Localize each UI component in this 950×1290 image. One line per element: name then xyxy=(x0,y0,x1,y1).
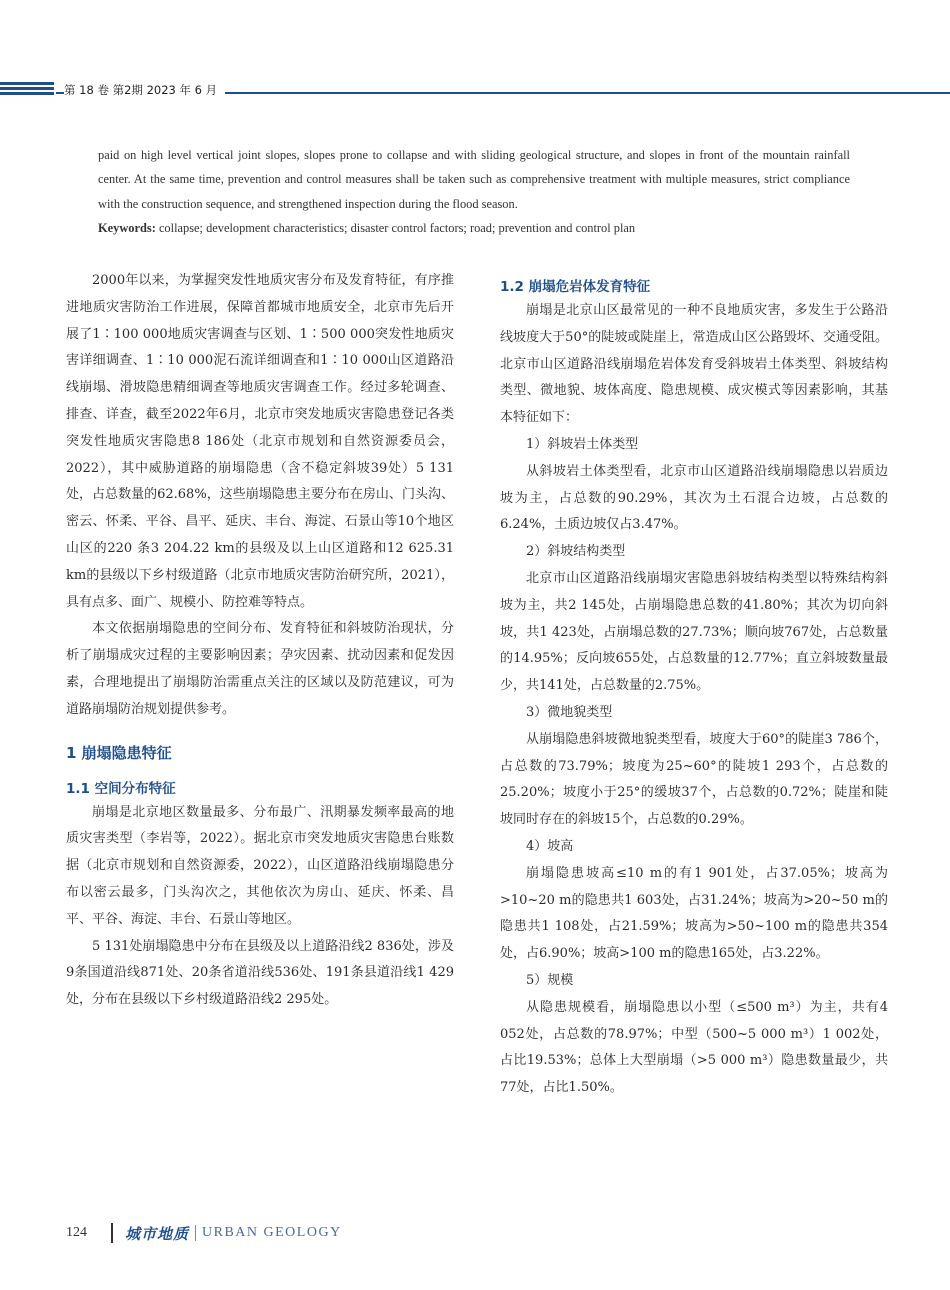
item-1-text: 从斜坡岩土体类型看，北京市山区道路沿线崩塌隐患以岩质边坡为主，占总数的90.29%，其次为土石混合边坡，占总数的6.24%，土质边坡仅占3.47%。 xyxy=(500,463,888,533)
keywords-label: Keywords: xyxy=(98,221,156,236)
item-2-title: 2）斜坡结构类型 xyxy=(526,544,626,560)
item-2-text: 北京市山区道路沿线崩塌灾害隐患斜坡结构类型以特殊结构斜坡为主，共2 145处，占崩塌隐患总数的41.80%；其次为切向斜坡，共1 423处，占崩塌总数的27.73%；顺向坡767处，占总数量的14.95%；反向坡655处，占总数量的12.77%；直立斜坡数量最少，共141处，占总数量的2.75%。 xyxy=(500,570,888,694)
section-1-1-heading: 1.1 空间分布特征 xyxy=(66,780,176,797)
section-1-2-heading: 1.2 崩塌危岩体发育特征 xyxy=(500,279,651,295)
right-column xyxy=(500,276,888,1102)
page-footer xyxy=(66,1222,342,1244)
item-3-title: 3）微地貌类型 xyxy=(526,704,613,720)
item-4-text: 崩塌隐患坡高≤10 m的有1 901处，占37.05%；坡高为>10~20 m的隐患共1 603处，占31.24%；坡高为>20~50 m的隐患共1 108处，占21.59%；坡高为>50~100 m的隐患共354处，占6.90%；坡高>100 m的隐患165处，占3.22%。 xyxy=(500,865,888,962)
journal-logo-chinese: 城市地质 xyxy=(125,1224,190,1243)
abstract-text: paid on high level vertical joint slopes, slopes prone to collapse and with sliding geological structure, and slopes in front of the mountain rainfall center. At the same time, prevention and control measures shall be taken such as comprehensive treatment with multiple measures, strict compliance with the construction sequence, and strengthened inspection during the flood season. xyxy=(98,148,850,211)
keywords-line xyxy=(98,216,850,240)
item-5-text: 从隐患规模看，崩塌隐患以小型（≤500 m³）为主，共有4 052处，占总数的78.97%；中型（500~5 000 m³）1 002处，占比19.53%；总体上大型崩塌（>5 000 m³）隐患数量最少，共77处，占比1.50%。 xyxy=(500,999,888,1096)
intro-paragraph-1: 2000年以来，为掌握突发性地质灾害分布及发育特征，有序推进地质灾害防治工作进展，保障首都城市地质安全，北京市先后开展了1∶100 000地质灾害调查与区划、1∶500 000突发性地质灾害详细调查、1∶10 000泥石流详细调查和1∶10 000山区道路沿线崩塌、滑坡隐患精细调查等地质灾害调查工作。经过多轮调查、排查、详查，截至2022年6月，北京市突发地质灾害隐患登记各类突发性地质灾害隐患8 186处（北京市规划和自然资源委员会，2022），其中威胁道路的崩塌隐患（含不稳定斜坡39处）5 131处，占总数量的62.68%，这些崩塌隐患主要分布在房山、门头沟、密云、怀柔、平谷、昌平、延庆、丰台、海淀、石景山等10个地区山区的220 条3 204.22 km的县级及以上山区道路和12 625.31 km的县级以下乡村级道路（北京市地质灾害防治研究所，2021），具有点多、面广、规模小、防控难等特点。 xyxy=(66,273,454,610)
issue-info: 第 18 卷 第2期 2023 年 6 月 xyxy=(64,82,225,98)
item-4-title: 4）坡高 xyxy=(526,838,574,854)
page-number: 124 xyxy=(66,1225,87,1240)
intro-paragraph-2: 本文依据崩塌隐患的空间分布、发育特征和斜坡防治现状，分析了崩塌成灾过程的主要影响因素；孕灾因素、扰动因素和促发因素，合理地提出了崩塌防治需重点关注的区域以及防范建议，可为道路崩塌防治规划提供参考。 xyxy=(66,621,454,717)
footer-divider xyxy=(195,1225,196,1241)
footer-separator xyxy=(111,1223,113,1243)
section-1-1-paragraph-1: 崩塌是北京地区数量最多、分布最广、汛期暴发频率最高的地质灾害类型（李岩等，2022）。据北京市突发地质灾害隐患台账数据（北京市规划和自然资源委，2022），山区道路沿线崩塌隐患分布以密云最多，门头沟次之，其他依次为房山、延庆、怀柔、昌平、平谷、海淀、丰台、石景山等地区。 xyxy=(66,804,454,927)
keywords-text: collapse; development characteristics; disaster control factors; road; prevention and control plan xyxy=(158,221,636,236)
item-1-title: 1）斜坡岩土体类型 xyxy=(526,436,639,452)
left-column xyxy=(66,268,454,1014)
section-1-heading: 1 崩塌隐患特征 xyxy=(66,743,172,762)
header-decoration-bars xyxy=(0,82,54,98)
item-5-title: 5）规模 xyxy=(526,972,574,988)
section-1-2-paragraph: 崩塌是北京山区最常见的一种不良地质灾害，多发生于公路沿线坡度大于50°的陡坡或陡崖上，常造成山区公路毁坏、交通受阻。北京市山区道路沿线崩塌危岩体发育受斜坡岩土体类型、斜坡结构类型、微地貌、坡体高度、隐患规模、成灾模式等因素影响，其基本特征如下： xyxy=(500,303,888,426)
section-1-1-paragraph-2: 5 131处崩塌隐患中分布在县级及以上道路沿线2 836处，涉及9条国道沿线871处、20条省道沿线536处、191条县道沿线1 429处，分布在县级以下乡村级道路沿线2 295处。 xyxy=(66,938,454,1008)
journal-name-english: URBAN GEOLOGY xyxy=(202,1225,342,1240)
item-3-text: 从崩塌隐患斜坡微地貌类型看，坡度大于60°的陡崖3 786个，占总数的73.79%；坡度为25~60°的陡坡1 293个，占总数的25.20%；坡度小于25°的缓坡37个，占总数的0.72%；陡崖和陡坡同时存在的斜坡15个，占总数的0.29%。 xyxy=(500,731,888,828)
english-abstract xyxy=(98,143,850,241)
